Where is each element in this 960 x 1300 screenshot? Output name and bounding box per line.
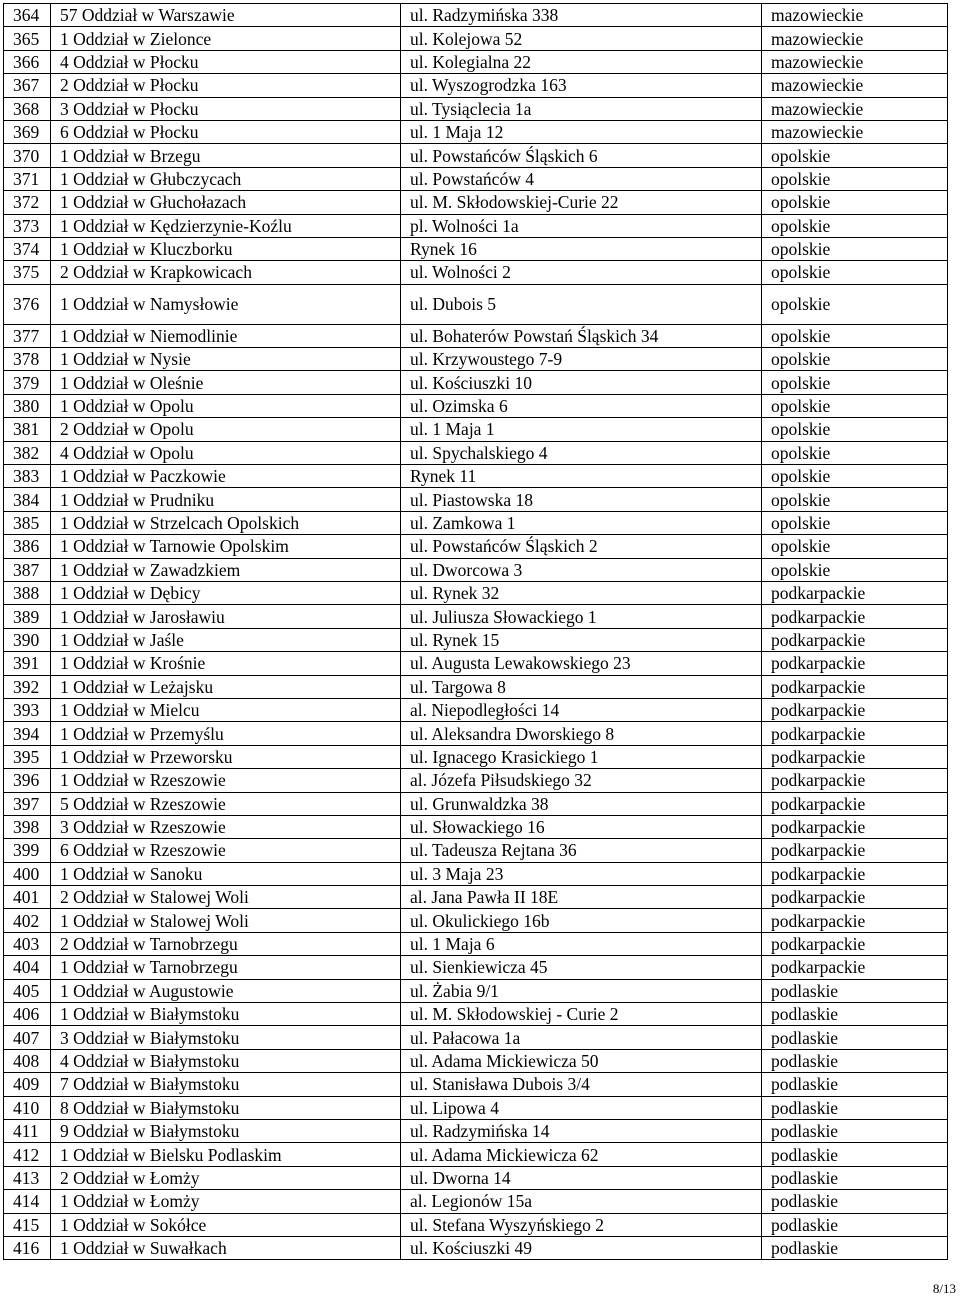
branch-name-cell: 4 Oddział w Opolu [51,441,401,464]
branch-name-cell: 3 Oddział w Płocku [51,97,401,120]
table-row [4,167,948,190]
address-cell: ul. 1 Maja 12 [401,120,762,143]
table-row [4,120,948,143]
branch-name-cell: 1 Oddział w Jaśle [51,628,401,651]
branch-name-cell: 3 Oddział w Rzeszowie [51,815,401,838]
address-cell: Rynek 16 [401,237,762,260]
table-row [4,698,948,721]
voivodeship-cell: podkarpackie [762,581,948,604]
table-row [4,284,948,324]
address-cell: ul. M. Skłodowskiej-Curie 22 [401,191,762,214]
row-number-cell: 400 [4,862,51,885]
branch-name-cell: 1 Oddział w Jarosławiu [51,605,401,628]
branch-name-cell: 1 Oddział w Bielsku Podlaskim [51,1143,401,1166]
address-cell: ul. Kościuszki 49 [401,1236,762,1259]
address-cell: ul. 1 Maja 6 [401,932,762,955]
voivodeship-cell: podkarpackie [762,652,948,675]
row-number-cell: 383 [4,465,51,488]
branch-name-cell: 1 Oddział w Kędzierzynie-Koźlu [51,214,401,237]
row-number-cell: 414 [4,1190,51,1213]
address-cell: ul. Tysiąclecia 1a [401,97,762,120]
address-cell: ul. Powstańców Śląskich 6 [401,144,762,167]
voivodeship-cell: opolskie [762,144,948,167]
address-cell: ul. Lipowa 4 [401,1096,762,1119]
branch-name-cell: 4 Oddział w Płocku [51,50,401,73]
row-number-cell: 375 [4,261,51,284]
voivodeship-cell: mazowieckie [762,50,948,73]
table-row [4,956,948,979]
table-row [4,465,948,488]
address-cell: ul. Krzywoustego 7-9 [401,348,762,371]
table-row [4,144,948,167]
table-row [4,1213,948,1236]
branch-name-cell: 1 Oddział w Przeworsku [51,745,401,768]
table-row [4,1119,948,1142]
voivodeship-cell: podkarpackie [762,628,948,651]
branch-name-cell: 1 Oddział w Rzeszowie [51,769,401,792]
table-row [4,558,948,581]
voivodeship-cell: opolskie [762,348,948,371]
voivodeship-cell: podkarpackie [762,956,948,979]
voivodeship-cell: podlaskie [762,979,948,1002]
branch-name-cell: 1 Oddział w Białymstoku [51,1003,401,1026]
voivodeship-cell: podlaskie [762,1003,948,1026]
table-row [4,214,948,237]
address-cell: ul. 1 Maja 1 [401,418,762,441]
voivodeship-cell: opolskie [762,284,948,324]
row-number-cell: 407 [4,1026,51,1049]
row-number-cell: 393 [4,698,51,721]
row-number-cell: 396 [4,769,51,792]
table-row [4,886,948,909]
row-number-cell: 367 [4,74,51,97]
row-number-cell: 364 [4,4,51,27]
table-row [4,862,948,885]
table-row [4,769,948,792]
address-cell: ul. Kolegialna 22 [401,50,762,73]
table-row [4,261,948,284]
address-cell: ul. Dworna 14 [401,1166,762,1189]
branch-name-cell: 1 Oddział w Nysie [51,348,401,371]
branch-name-cell: 1 Oddział w Paczkowie [51,465,401,488]
table-row [4,1166,948,1189]
table-row [4,1096,948,1119]
table-row [4,27,948,50]
address-cell: ul. Spychalskiego 4 [401,441,762,464]
address-cell: ul. Juliusza Słowackiego 1 [401,605,762,628]
voivodeship-cell: podlaskie [762,1166,948,1189]
voivodeship-cell: podkarpackie [762,839,948,862]
row-number-cell: 378 [4,348,51,371]
row-number-cell: 405 [4,979,51,1002]
row-number-cell: 410 [4,1096,51,1119]
address-cell: ul. Powstańców Śląskich 2 [401,535,762,558]
address-cell: ul. Wolności 2 [401,261,762,284]
row-number-cell: 368 [4,97,51,120]
branch-name-cell: 1 Oddział w Oleśnie [51,371,401,394]
row-number-cell: 409 [4,1073,51,1096]
branch-name-cell: 1 Oddział w Opolu [51,394,401,417]
address-cell: al. Jana Pawła II 18E [401,886,762,909]
voivodeship-cell: mazowieckie [762,97,948,120]
table-row [4,1190,948,1213]
address-cell: ul. Rynek 15 [401,628,762,651]
row-number-cell: 372 [4,191,51,214]
address-cell: ul. Zamkowa 1 [401,511,762,534]
row-number-cell: 399 [4,839,51,862]
table-row [4,50,948,73]
voivodeship-cell: podkarpackie [762,745,948,768]
address-cell: ul. Dubois 5 [401,284,762,324]
voivodeship-cell: podlaskie [762,1119,948,1142]
table-row [4,628,948,651]
branch-name-cell: 4 Oddział w Białymstoku [51,1049,401,1072]
address-cell: ul. Wyszogrodzka 163 [401,74,762,97]
branch-name-cell: 2 Oddział w Płocku [51,74,401,97]
voivodeship-cell: mazowieckie [762,120,948,143]
branch-name-cell: 1 Oddział w Suwałkach [51,1236,401,1259]
voivodeship-cell: opolskie [762,465,948,488]
voivodeship-cell: opolskie [762,488,948,511]
voivodeship-cell: podlaskie [762,1096,948,1119]
branch-name-cell: 1 Oddział w Stalowej Woli [51,909,401,932]
voivodeship-cell: podlaskie [762,1190,948,1213]
table-row [4,932,948,955]
address-cell: ul. 3 Maja 23 [401,862,762,885]
row-number-cell: 369 [4,120,51,143]
branch-name-cell: 1 Oddział w Niemodlinie [51,324,401,347]
branch-name-cell: 9 Oddział w Białymstoku [51,1119,401,1142]
voivodeship-cell: opolskie [762,535,948,558]
row-number-cell: 416 [4,1236,51,1259]
voivodeship-cell: podkarpackie [762,769,948,792]
table-row [4,511,948,534]
branch-name-cell: 1 Oddział w Augustowie [51,979,401,1002]
address-cell: ul. M. Skłodowskiej - Curie 2 [401,1003,762,1026]
row-number-cell: 406 [4,1003,51,1026]
address-cell: al. Józefa Piłsudskiego 32 [401,769,762,792]
voivodeship-cell: podkarpackie [762,605,948,628]
branch-name-cell: 1 Oddział w Zawadzkiem [51,558,401,581]
voivodeship-cell: opolskie [762,167,948,190]
voivodeship-cell: opolskie [762,558,948,581]
row-number-cell: 401 [4,886,51,909]
branch-name-cell: 1 Oddział w Przemyślu [51,722,401,745]
branch-name-cell: 1 Oddział w Mielcu [51,698,401,721]
address-cell: al. Legionów 15a [401,1190,762,1213]
branch-name-cell: 1 Oddział w Sokółce [51,1213,401,1236]
table-row [4,652,948,675]
table-row [4,979,948,1002]
table-row [4,348,948,371]
branch-name-cell: 1 Oddział w Głuchołazach [51,191,401,214]
branch-name-cell: 1 Oddział w Łomży [51,1190,401,1213]
voivodeship-cell: opolskie [762,261,948,284]
row-number-cell: 379 [4,371,51,394]
address-cell: pl. Wolności 1a [401,214,762,237]
branch-name-cell: 7 Oddział w Białymstoku [51,1073,401,1096]
voivodeship-cell: mazowieckie [762,74,948,97]
address-cell: ul. Pałacowa 1a [401,1026,762,1049]
table-row [4,1143,948,1166]
row-number-cell: 387 [4,558,51,581]
table-row [4,745,948,768]
table-row [4,1236,948,1259]
voivodeship-cell: opolskie [762,237,948,260]
row-number-cell: 381 [4,418,51,441]
address-cell: ul. Aleksandra Dworskiego 8 [401,722,762,745]
branch-name-cell: 1 Oddział w Tarnobrzegu [51,956,401,979]
address-cell: ul. Radzymińska 338 [401,4,762,27]
address-cell: al. Niepodległości 14 [401,698,762,721]
table-row [4,97,948,120]
table-row [4,191,948,214]
voivodeship-cell: podkarpackie [762,815,948,838]
table-row [4,815,948,838]
voivodeship-cell: podlaskie [762,1143,948,1166]
branch-name-cell: 1 Oddział w Dębicy [51,581,401,604]
address-cell: ul. Dworcowa 3 [401,558,762,581]
row-number-cell: 392 [4,675,51,698]
address-cell: ul. Ignacego Krasickiego 1 [401,745,762,768]
voivodeship-cell: podlaskie [762,1049,948,1072]
row-number-cell: 377 [4,324,51,347]
row-number-cell: 395 [4,745,51,768]
row-number-cell: 374 [4,237,51,260]
row-number-cell: 386 [4,535,51,558]
voivodeship-cell: opolskie [762,441,948,464]
row-number-cell: 371 [4,167,51,190]
voivodeship-cell: podkarpackie [762,792,948,815]
voivodeship-cell: podkarpackie [762,932,948,955]
address-cell: ul. Grunwaldzka 38 [401,792,762,815]
row-number-cell: 408 [4,1049,51,1072]
row-number-cell: 394 [4,722,51,745]
branch-name-cell: 6 Oddział w Rzeszowie [51,839,401,862]
voivodeship-cell: podlaskie [762,1073,948,1096]
table-row [4,1026,948,1049]
voivodeship-cell: mazowieckie [762,27,948,50]
row-number-cell: 411 [4,1119,51,1142]
table-row [4,394,948,417]
address-cell: ul. Bohaterów Powstań Śląskich 34 [401,324,762,347]
branch-table-body [4,4,948,1260]
voivodeship-cell: opolskie [762,324,948,347]
voivodeship-cell: opolskie [762,191,948,214]
branch-name-cell: 2 Oddział w Stalowej Woli [51,886,401,909]
branch-name-cell: 1 Oddział w Brzegu [51,144,401,167]
branch-name-cell: 1 Oddział w Strzelcach Opolskich [51,511,401,534]
row-number-cell: 397 [4,792,51,815]
table-row [4,675,948,698]
branch-name-cell: 1 Oddział w Sanoku [51,862,401,885]
voivodeship-cell: podkarpackie [762,675,948,698]
voivodeship-cell: podkarpackie [762,698,948,721]
row-number-cell: 415 [4,1213,51,1236]
table-row [4,909,948,932]
branch-name-cell: 1 Oddział w Zielonce [51,27,401,50]
page-number: 8/13 [932,1281,956,1296]
voivodeship-cell: opolskie [762,418,948,441]
table-row [4,535,948,558]
voivodeship-cell: podlaskie [762,1236,948,1259]
row-number-cell: 370 [4,144,51,167]
branch-name-cell: 2 Oddział w Krapkowicach [51,261,401,284]
row-number-cell: 398 [4,815,51,838]
row-number-cell: 391 [4,652,51,675]
branch-name-cell: 57 Oddział w Warszawie [51,4,401,27]
branch-name-cell: 2 Oddział w Tarnobrzegu [51,932,401,955]
branch-name-cell: 2 Oddział w Łomży [51,1166,401,1189]
address-cell: ul. Radzymińska 14 [401,1119,762,1142]
voivodeship-cell: podkarpackie [762,722,948,745]
table-row [4,371,948,394]
voivodeship-cell: mazowieckie [762,4,948,27]
row-number-cell: 412 [4,1143,51,1166]
branch-name-cell: 6 Oddział w Płocku [51,120,401,143]
address-cell: ul. Tadeusza Rejtana 36 [401,839,762,862]
voivodeship-cell: podkarpackie [762,909,948,932]
table-row [4,441,948,464]
address-cell: ul. Żabia 9/1 [401,979,762,1002]
branch-name-cell: 1 Oddział w Namysłowie [51,284,401,324]
table-row [4,324,948,347]
address-cell: Rynek 11 [401,465,762,488]
address-cell: ul. Adama Mickiewicza 50 [401,1049,762,1072]
voivodeship-cell: opolskie [762,214,948,237]
address-cell: ul. Powstańców 4 [401,167,762,190]
branch-name-cell: 3 Oddział w Białymstoku [51,1026,401,1049]
table-row [4,4,948,27]
table-row [4,581,948,604]
table-row [4,1003,948,1026]
address-cell: ul. Rynek 32 [401,581,762,604]
branch-name-cell: 1 Oddział w Prudniku [51,488,401,511]
row-number-cell: 366 [4,50,51,73]
row-number-cell: 389 [4,605,51,628]
table-row [4,237,948,260]
row-number-cell: 365 [4,27,51,50]
row-number-cell: 382 [4,441,51,464]
address-cell: ul. Targowa 8 [401,675,762,698]
table-row [4,74,948,97]
table-row [4,792,948,815]
row-number-cell: 402 [4,909,51,932]
address-cell: ul. Ozimska 6 [401,394,762,417]
table-row [4,839,948,862]
row-number-cell: 413 [4,1166,51,1189]
table-row [4,488,948,511]
branch-name-cell: 8 Oddział w Białymstoku [51,1096,401,1119]
voivodeship-cell: podlaskie [762,1213,948,1236]
branch-name-cell: 1 Oddział w Tarnowie Opolskim [51,535,401,558]
address-cell: ul. Kościuszki 10 [401,371,762,394]
row-number-cell: 385 [4,511,51,534]
voivodeship-cell: opolskie [762,511,948,534]
row-number-cell: 390 [4,628,51,651]
table-row [4,418,948,441]
row-number-cell: 388 [4,581,51,604]
address-cell: ul. Stanisława Dubois 3/4 [401,1073,762,1096]
voivodeship-cell: opolskie [762,371,948,394]
branch-table [3,3,948,1260]
table-row [4,1073,948,1096]
row-number-cell: 384 [4,488,51,511]
row-number-cell: 404 [4,956,51,979]
row-number-cell: 380 [4,394,51,417]
row-number-cell: 376 [4,284,51,324]
branch-name-cell: 1 Oddział w Kluczborku [51,237,401,260]
address-cell: ul. Okulickiego 16b [401,909,762,932]
address-cell: ul. Słowackiego 16 [401,815,762,838]
row-number-cell: 373 [4,214,51,237]
branch-name-cell: 5 Oddział w Rzeszowie [51,792,401,815]
address-cell: ul. Kolejowa 52 [401,27,762,50]
address-cell: ul. Piastowska 18 [401,488,762,511]
address-cell: ul. Sienkiewicza 45 [401,956,762,979]
voivodeship-cell: podkarpackie [762,862,948,885]
address-cell: ul. Stefana Wyszyńskiego 2 [401,1213,762,1236]
voivodeship-cell: podkarpackie [762,886,948,909]
branch-name-cell: 2 Oddział w Opolu [51,418,401,441]
table-row [4,1049,948,1072]
voivodeship-cell: podlaskie [762,1026,948,1049]
table-row [4,722,948,745]
address-cell: ul. Adama Mickiewicza 62 [401,1143,762,1166]
branch-name-cell: 1 Oddział w Głubczycach [51,167,401,190]
row-number-cell: 403 [4,932,51,955]
branch-name-cell: 1 Oddział w Krośnie [51,652,401,675]
branch-name-cell: 1 Oddział w Leżajsku [51,675,401,698]
address-cell: ul. Augusta Lewakowskiego 23 [401,652,762,675]
voivodeship-cell: opolskie [762,394,948,417]
table-row [4,605,948,628]
